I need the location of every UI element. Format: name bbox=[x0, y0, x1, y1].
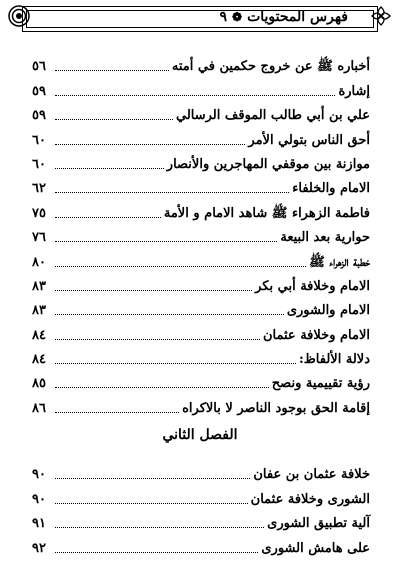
toc-entry-title: على هامش الشورى bbox=[261, 540, 370, 556]
page-number: ٩ bbox=[219, 9, 228, 25]
toc-entry-title: الامام والخلفاء bbox=[292, 181, 370, 197]
dot-leader bbox=[55, 362, 296, 364]
dot-leader bbox=[55, 551, 258, 553]
toc-entry-page: ٦٠ bbox=[32, 132, 46, 148]
dot-leader bbox=[55, 265, 306, 267]
toc-entry-title: الامام وخلافة أبي بكر bbox=[255, 278, 370, 294]
toc-entry-title: الشورى وخلافة عثمان bbox=[250, 491, 370, 507]
toc-entry-page: ٨٥ bbox=[32, 376, 46, 392]
rosette-ornament-icon bbox=[8, 5, 30, 27]
toc-entry-page: ٨٣ bbox=[32, 303, 46, 319]
section-heading: الفصل الثاني bbox=[162, 427, 238, 443]
toc-entry-title: الامام وخلافة عثمان bbox=[262, 327, 370, 343]
toc-entry-title: آلية تطبيق الشورى bbox=[267, 516, 370, 532]
toc-entry-title: إشارة bbox=[338, 83, 370, 99]
toc-entry-title: فاطمة الزهراء ﷺ شاهد الامام و الأمة bbox=[163, 205, 370, 221]
toc-entry-page: ٥٦ bbox=[32, 59, 46, 75]
dot-leader bbox=[55, 526, 264, 528]
toc-entry[interactable] bbox=[32, 460, 370, 484]
toc-entry-page: ٨٤ bbox=[32, 352, 46, 368]
toc-entry-page: ٨٦ bbox=[32, 400, 46, 416]
table-of-contents-section-2 bbox=[32, 460, 370, 558]
dot-leader bbox=[55, 143, 245, 145]
toc-entry-page: ٩٠ bbox=[32, 491, 46, 507]
dot-leader bbox=[55, 477, 250, 479]
toc-entry[interactable] bbox=[32, 76, 370, 100]
toc-entry[interactable] bbox=[32, 533, 370, 557]
table-of-contents bbox=[32, 52, 370, 418]
toc-entry[interactable] bbox=[32, 345, 370, 369]
toc-entry[interactable] bbox=[32, 125, 370, 149]
toc-entry-page: ٦٢ bbox=[32, 181, 46, 197]
toc-entry-page: ٨٠ bbox=[32, 254, 46, 270]
toc-entry-page: ٩٠ bbox=[32, 467, 46, 483]
toc-entry-title: رؤية تقييمية ونصح bbox=[271, 376, 370, 392]
toc-entry-page: ٦٠ bbox=[32, 156, 46, 172]
header-title-group bbox=[219, 9, 348, 25]
dot-leader bbox=[55, 289, 252, 291]
toc-entry-page: ٧٥ bbox=[32, 205, 46, 221]
toc-entry-title: علي بن أبي طالب الموقف الرسالي bbox=[175, 108, 370, 124]
dot-leader bbox=[55, 216, 161, 218]
toc-entry-title: الامام والشورى bbox=[286, 303, 370, 319]
dot-leader bbox=[55, 191, 289, 193]
toc-entry[interactable] bbox=[32, 509, 370, 533]
toc-entry-title: موازنة بين موقفي المهاجرين والأنصار bbox=[166, 156, 370, 172]
toc-entry[interactable] bbox=[32, 296, 370, 320]
toc-entry-page: ٥٩ bbox=[32, 83, 46, 99]
toc-entry-title: دلالة الألفاظ: bbox=[298, 352, 370, 368]
dot-leader bbox=[55, 313, 284, 315]
toc-entry-title: خطبة الزهراء ﷺ bbox=[309, 254, 370, 270]
toc-entry-title: أخباره ﷺ عن خروج حكمين في أمته bbox=[171, 59, 370, 75]
toc-entry[interactable] bbox=[32, 393, 370, 417]
toc-entry[interactable] bbox=[32, 320, 370, 344]
toc-entry-page: ٧٦ bbox=[32, 230, 46, 246]
toc-entry-title: حوارية بعد البيعة bbox=[280, 230, 370, 246]
floral-ornament-icon bbox=[370, 5, 392, 27]
page-title: فهرس المحتويات bbox=[247, 9, 348, 25]
flower-star-icon: ❁ bbox=[232, 10, 243, 24]
toc-entry[interactable] bbox=[32, 272, 370, 296]
toc-entry[interactable] bbox=[32, 174, 370, 198]
dot-leader bbox=[55, 411, 179, 413]
toc-entry[interactable] bbox=[32, 484, 370, 508]
dot-leader bbox=[55, 338, 260, 340]
dot-leader bbox=[55, 386, 269, 388]
dot-leader bbox=[55, 94, 335, 96]
toc-entry[interactable] bbox=[32, 150, 370, 174]
toc-entry[interactable] bbox=[32, 223, 370, 247]
toc-entry[interactable] bbox=[32, 101, 370, 125]
dot-leader bbox=[55, 69, 169, 71]
toc-entry-page: ٩٢ bbox=[32, 540, 46, 556]
toc-entry[interactable] bbox=[32, 198, 370, 222]
toc-entry-page: ٨٣ bbox=[32, 278, 46, 294]
toc-entry-title: خلافة عثمان بن عفان bbox=[253, 467, 370, 483]
dot-leader bbox=[55, 167, 164, 169]
dot-leader bbox=[55, 118, 173, 120]
toc-entry[interactable] bbox=[32, 52, 370, 76]
toc-entry-page: ٥٩ bbox=[32, 108, 46, 124]
toc-entry[interactable] bbox=[32, 247, 370, 271]
toc-entry-page: ٨٤ bbox=[32, 327, 46, 343]
toc-entry-page: ٩١ bbox=[32, 516, 46, 532]
toc-entry-title: أحق الناس بتولي الأمر bbox=[248, 132, 370, 148]
toc-entry[interactable] bbox=[32, 369, 370, 393]
dot-leader bbox=[55, 502, 248, 504]
dot-leader bbox=[55, 240, 277, 242]
toc-entry-title: إقامة الحق بوجود الناصر لا بالاكراه bbox=[182, 400, 370, 416]
